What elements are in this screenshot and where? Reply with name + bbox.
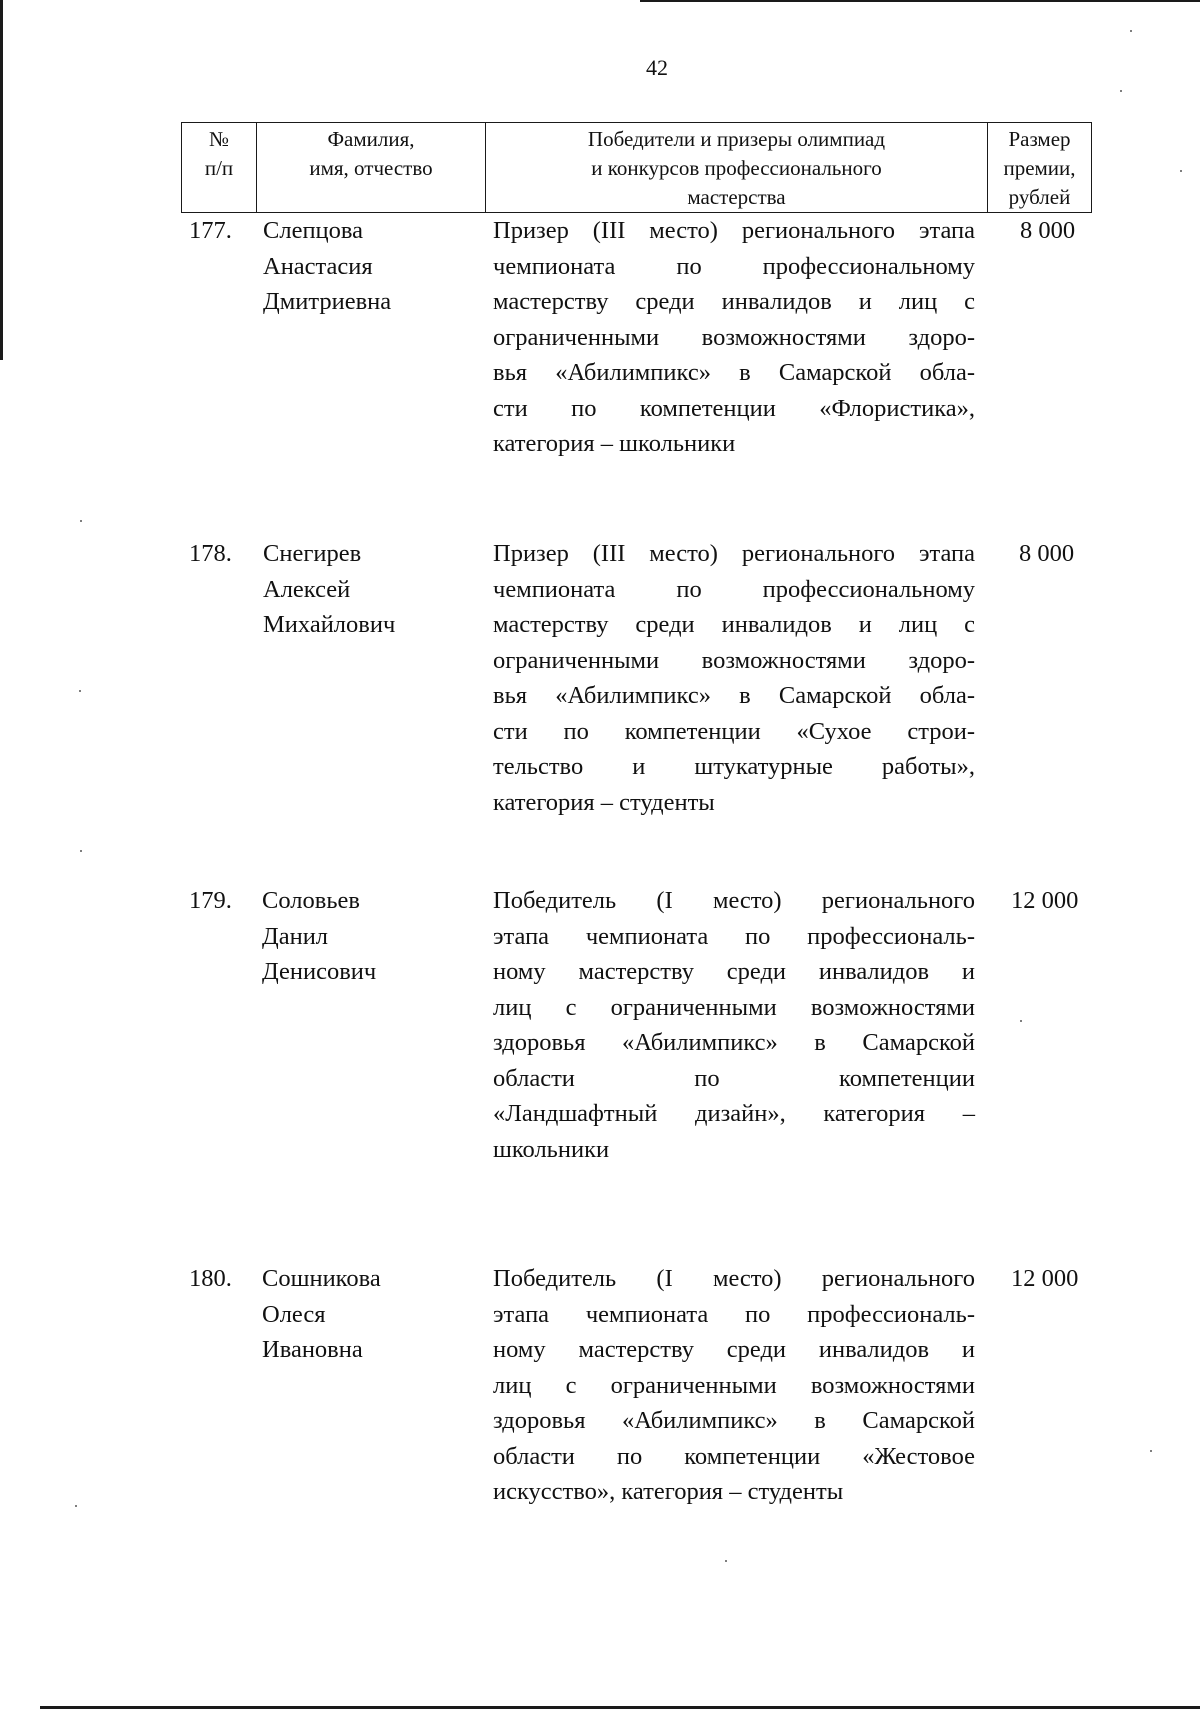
scan-speck [725,1560,727,1562]
desc-line: этапа чемпионата по профессиональ- [493,1300,975,1328]
desc-line: чемпионата по профессиональному [493,575,975,603]
name-line: Снегирев [263,540,362,567]
achievement-description [493,536,975,820]
row-number: 177. [189,217,232,244]
desc-line: мастерству среди инвалидов и лиц с [493,288,975,315]
desc-line: сти по компетенции «Флористика», [493,394,975,422]
header-col-number [182,123,257,213]
desc-line: ному мастерству среди инвалидов и [493,1336,975,1363]
scan-edge-top [640,0,1200,2]
person-name [263,536,463,643]
desc-line: категория – школьники [493,430,736,457]
header-col-description [486,123,988,213]
name-line: Дмитриевна [263,288,392,315]
person-name [262,1261,462,1368]
name-line: Анастасия [263,252,373,280]
desc-line: лиц с ограниченными возможностями [493,993,975,1021]
header-line: имя, отчество [309,156,433,180]
person-name [263,213,463,320]
desc-line: ному мастерству среди инвалидов и [493,958,975,985]
desc-line: школьники [493,1135,610,1163]
scan-speck [1130,30,1132,32]
desc-line: ограниченными возможностями здоро- [493,646,975,674]
premium-amount: 12 000 [1011,887,1079,914]
desc-line: чемпионата по профессиональному [493,252,975,280]
desc-line: мастерству среди инвалидов и лиц с [493,611,975,638]
desc-line: здоровья «Абилимпикс» в Самарской [493,1029,975,1056]
desc-line: Победитель (I место) регионального [493,1265,975,1292]
desc-line: этапа чемпионата по профессиональ- [493,922,975,950]
premium-amount: 12 000 [1011,1265,1079,1292]
table-header [181,122,1092,213]
header-col-name [257,123,486,213]
desc-line: тельство и штукатурные работы», [493,753,975,780]
header-line: и конкурсов профессионального [591,156,882,180]
header-line: рублей [1008,185,1071,209]
desc-line: области по компетенции [493,1064,975,1092]
name-line: Данил [262,922,329,950]
desc-line: вья «Абилимпикс» в Самарской обла- [493,682,975,709]
desc-line: Победитель (I место) регионального [493,887,975,914]
premium-amount: 8 000 [1020,217,1076,244]
desc-line: Призер (III место) регионального этапа [493,217,975,244]
scan-speck [1150,1450,1152,1452]
header-line: премии, [1003,156,1076,180]
scan-speck [80,850,82,852]
header-line: п/п [204,156,234,180]
name-line: Михайлович [263,611,396,638]
achievement-description [493,883,975,1167]
header-line: мастерства [687,185,786,209]
name-line: Слепцова [263,217,364,244]
premium-amount: 8 000 [1019,540,1075,567]
header-line: № [208,127,230,151]
page-number: 42 [646,55,668,80]
desc-line: категория – студенты [493,788,715,816]
achievement-description [493,1261,975,1510]
name-line: Алексей [263,575,351,603]
name-line: Олеся [262,1300,326,1328]
desc-line: Призер (III место) регионального этапа [493,540,975,567]
name-line: Ивановна [262,1336,363,1363]
desc-line: сти по компетенции «Сухое строи- [493,717,975,745]
desc-line: здоровья «Абилимпикс» в Самарской [493,1407,975,1434]
scan-speck [1120,90,1122,92]
row-number: 179. [189,887,232,914]
name-line: Соловьев [262,887,360,914]
header-col-amount [988,123,1092,213]
name-line: Денисович [262,958,377,985]
achievement-description [493,213,975,462]
desc-line: лиц с ограниченными возможностями [493,1371,975,1399]
scan-speck [1020,1020,1022,1022]
desc-line: ограниченными возможностями здоро- [493,323,975,351]
header-line: Фамилия, [327,127,415,151]
desc-line: области по компетенции «Жестовое [493,1442,975,1470]
name-line: Сошникова [262,1265,381,1292]
desc-line: вья «Абилимпикс» в Самарской обла- [493,359,975,386]
header-line: Победители и призеры олимпиад [587,127,886,151]
scan-edge-left [0,0,3,360]
row-number: 180. [189,1265,232,1292]
scan-speck [80,520,82,522]
scan-speck [75,1505,77,1507]
desc-line: «Ландшафтный дизайн», категория – [493,1100,975,1127]
scan-edge-bottom [40,1706,1200,1709]
person-name [262,883,462,990]
header-line: Размер [1008,127,1071,151]
row-number: 178. [189,540,232,567]
scan-speck [1180,170,1182,172]
desc-line: искусство», категория – студенты [493,1478,844,1505]
scan-speck [79,690,81,692]
